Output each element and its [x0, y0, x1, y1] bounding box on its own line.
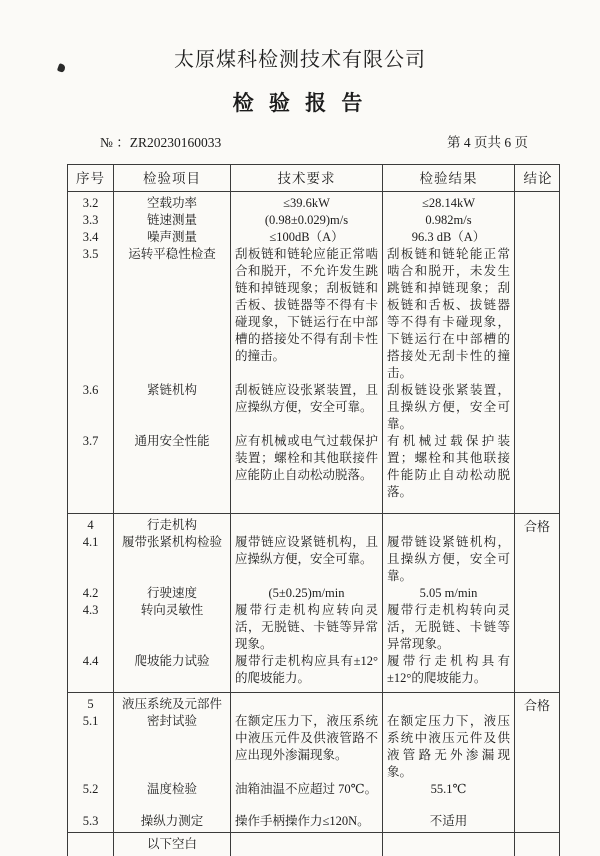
table-row	[68, 514, 515, 534]
inspection-item: 紧链机构	[114, 382, 231, 433]
table-row	[68, 602, 515, 653]
row-number: 3.7	[68, 433, 114, 513]
report-number: № ：ZR20230160033	[100, 135, 222, 150]
inspection-result	[383, 514, 515, 534]
inspection-result: 刮板链和链轮能正常啮合和脱开，未发生跳链和掉链现象；刮板链和舌板、拔链器等不得有卡碰现象，下链运行在中部槽的搭接处无刮卡性的撞击。	[383, 246, 515, 382]
table-row	[68, 246, 515, 382]
table-row	[68, 781, 515, 798]
inspection-item: 行走机构	[114, 514, 231, 534]
table-row	[68, 798, 515, 832]
row-number: 3.2	[68, 192, 114, 212]
table-row	[68, 433, 515, 513]
table-section-4	[68, 513, 559, 692]
company-name: 太原煤科检测技术有限公司	[174, 49, 426, 71]
table-row	[68, 192, 515, 212]
inspection-result	[383, 833, 515, 856]
column-header-no: 序号	[68, 165, 114, 191]
table-row	[68, 229, 515, 246]
inspection-result: 0.982m/s	[383, 212, 515, 229]
inspection-item: 密封试验	[114, 713, 231, 781]
inspection-result: 不适用	[383, 798, 515, 832]
row-number: 4.2	[68, 585, 114, 602]
inspection-item: 行驶速度	[114, 585, 231, 602]
row-number: 4.1	[68, 534, 114, 585]
technical-requirement	[231, 693, 383, 713]
section-rows	[68, 192, 515, 513]
table-row	[68, 713, 515, 781]
technical-requirement: 刮板链应设张紧装置，且应操纵方便，安全可靠。	[231, 382, 383, 433]
row-number: 3.5	[68, 246, 114, 382]
technical-requirement: 应有机械或电气过载保护装置；螺栓和其他联接件应能防止自动松动脱落。	[231, 433, 383, 513]
technical-requirement: 油箱油温不应超过 70℃。	[231, 781, 383, 798]
inspection-item: 温度检验	[114, 781, 231, 798]
technical-requirement	[231, 833, 383, 856]
technical-requirement: (0.98±0.029)m/s	[231, 212, 383, 229]
table-header-row	[68, 165, 559, 191]
table-section-3	[68, 191, 559, 513]
table-row	[68, 693, 515, 713]
row-number: 3.4	[68, 229, 114, 246]
table-row	[68, 585, 515, 602]
inspection-item: 转向灵敏性	[114, 602, 231, 653]
inspection-item: 通用安全性能	[114, 433, 231, 513]
technical-requirement: 在额定压力下，液压系统中液压元件及供液管路不应出现外渗漏现象。	[231, 713, 383, 781]
section-rows	[68, 693, 515, 832]
inspection-result: 在额定压力下，液压系统中液压元件及供液管路无外渗漏现象。	[383, 713, 515, 781]
table-section-blank	[68, 832, 559, 856]
column-header-requirement: 技术要求	[231, 165, 383, 191]
inspection-result: ≤28.14kW	[383, 192, 515, 212]
inspection-result: 刮板链设张紧装置，且操纵方便，安全可靠。	[383, 382, 515, 433]
inspection-result: 履带行走机构具有±12°的爬坡能力。	[383, 653, 515, 692]
inspection-result: 55.1℃	[383, 781, 515, 798]
table-section-5	[68, 692, 559, 832]
row-number: 4.3	[68, 602, 114, 653]
inspection-item: 噪声测量	[114, 229, 231, 246]
conclusion-cell: 合格	[523, 698, 550, 713]
column-header-conclusion: 结论	[523, 171, 553, 186]
table-row	[68, 534, 515, 585]
table-row	[68, 212, 515, 229]
inspection-result: 96.3 dB（A）	[383, 229, 515, 246]
technical-requirement: ≤100dB（A）	[231, 229, 383, 246]
technical-requirement: ≤39.6kW	[231, 192, 383, 212]
row-number: 3.6	[68, 382, 114, 433]
section-rows	[68, 514, 515, 692]
row-number: 4	[68, 514, 114, 534]
inspection-item: 操纵力测定	[114, 798, 231, 832]
inspection-item: 空载功率	[114, 192, 231, 212]
inspection-item: 以下空白	[114, 833, 231, 856]
inspection-item: 爬坡能力试验	[114, 653, 231, 692]
inspection-result: 履带链设紧链机构，且操纵方便，安全可靠。	[383, 534, 515, 585]
technical-requirement: 刮板链和链轮应能正常啮合和脱开，不允许发生跳链和掉链现象；刮板链和舌板、拔链器等不得有卡碰现象，下链运行在中部槽的搭接处不得有刮卡性的撞击。	[231, 246, 383, 382]
inspection-result: 履带行走机构转向灵活，无脱链、卡链等异常现象。	[383, 602, 515, 653]
conclusion-cell: 合格	[523, 519, 550, 534]
document-header	[0, 0, 600, 152]
report-meta	[0, 134, 600, 152]
row-number: 4.4	[68, 653, 114, 692]
technical-requirement	[231, 514, 383, 534]
table-row	[68, 382, 515, 433]
inspection-result: 5.05 m/min	[383, 585, 515, 602]
row-number: 5	[68, 693, 114, 713]
row-number: 5.2	[68, 781, 114, 798]
inspection-table	[67, 164, 560, 856]
inspection-result	[383, 693, 515, 713]
technical-requirement: 履带链应设紧链机构，且应操纵方便，安全可靠。	[231, 534, 383, 585]
column-header-item: 检验项目	[114, 165, 231, 191]
technical-requirement: 操作手柄操作力≤120N。	[231, 798, 383, 832]
conclusion-cell	[515, 192, 559, 513]
conclusion-cell	[515, 833, 559, 856]
technical-requirement: (5±0.25)m/min	[231, 585, 383, 602]
inspection-item: 液压系统及元部件	[114, 693, 231, 713]
technical-requirement: 履带行走机构应具有±12°的爬坡能力。	[231, 653, 383, 692]
inspection-result: 有机械过载保护装置；螺栓和其他联接件能防止自动松动脱落。	[383, 433, 515, 513]
row-number: 5.3	[68, 798, 114, 832]
row-number: 5.1	[68, 713, 114, 781]
row-number	[68, 833, 114, 856]
technical-requirement: 履带行走机构应转向灵活，无脱链、卡链等异常现象。	[231, 602, 383, 653]
inspection-item: 链速测量	[114, 212, 231, 229]
inspection-item: 履带张紧机构检验	[114, 534, 231, 585]
inspection-item: 运转平稳性检查	[114, 246, 231, 382]
table-row	[68, 833, 515, 856]
row-number: 3.3	[68, 212, 114, 229]
section-rows	[68, 833, 515, 856]
page-indicator: 第 4 页共 6 页	[447, 135, 528, 150]
table-row	[68, 653, 515, 692]
column-header-result: 检验结果	[383, 165, 515, 191]
report-title: 检 验 报 告	[232, 91, 368, 115]
